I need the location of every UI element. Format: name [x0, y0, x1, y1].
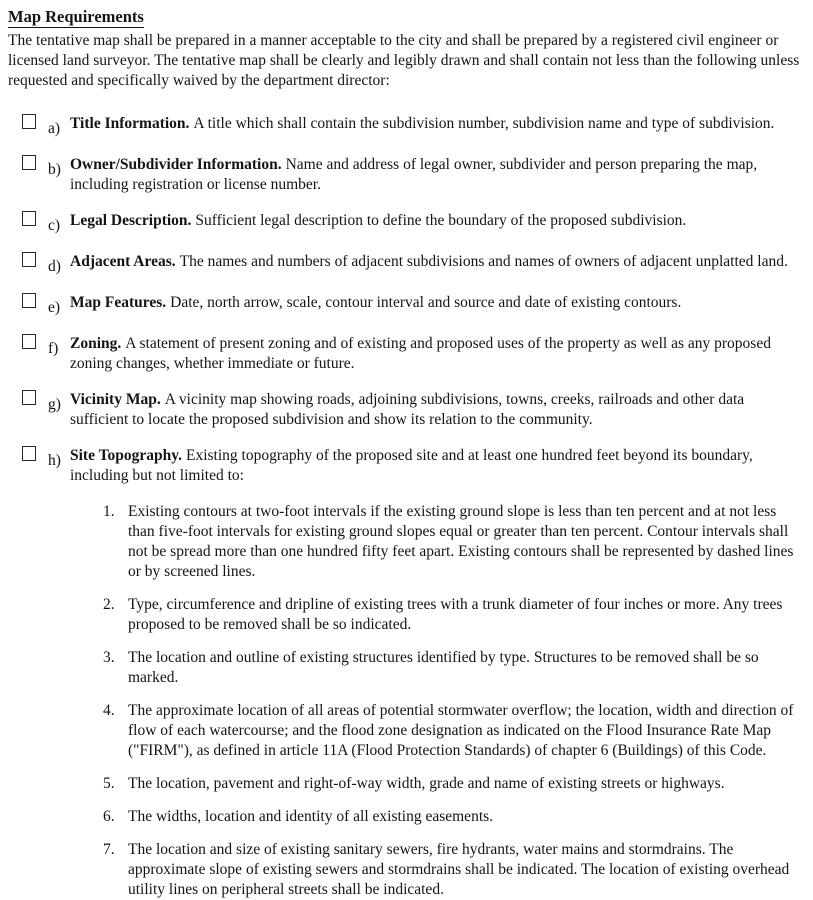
requirement-text	[70, 390, 792, 430]
sublist-item-number: 5.	[103, 775, 115, 792]
requirement-description: Existing topography of the proposed site and at least one hundred feet beyond its boundary, including but not limited to:	[70, 447, 753, 484]
sublist-item-number: 7.	[103, 841, 115, 858]
requirement-text	[70, 446, 792, 486]
requirement-text	[70, 211, 792, 231]
requirement-title: Owner/Subdivider Information.	[70, 156, 282, 173]
requirement-item	[22, 114, 803, 139]
requirement-item	[22, 155, 803, 195]
sublist-item-text: The approximate location of all areas of potential stormwater overflow; the location, width and direction of flow of each watercourse; and the flood zone designation as indicated on the Flood Insurance Rate Map ("FIRM"), as defined in article 11A (Flood Protection Standards) of chapter 6 (Buildings) of this Code.	[128, 702, 794, 759]
sublist-item	[103, 502, 803, 582]
requirement-text	[70, 334, 792, 374]
sublist-item-text: The widths, location and identity of all existing easements.	[128, 808, 494, 825]
sublist-item	[103, 701, 803, 761]
sublist-item	[103, 807, 803, 827]
sublist-item-number: 4.	[103, 702, 115, 719]
sublist-item	[103, 648, 803, 688]
sublist-item	[103, 595, 803, 635]
sublist-item-text: Existing contours at two-foot intervals if the existing ground slope is less than ten percent and at not less than five-foot intervals for existing ground slopes equal or greater than ten percent. Contour intervals shall not be spread more than one hundred fifty feet apart. Existing contours shall be represented by dashed lines or by screened lines.	[128, 503, 794, 580]
requirement-item	[22, 211, 803, 236]
sublist-item	[103, 840, 803, 900]
sublist-item	[103, 774, 803, 794]
requirement-description: Date, north arrow, scale, contour interval and source and date of existing contours.	[170, 294, 682, 311]
requirement-description: A title which shall contain the subdivision number, subdivision name and type of subdivision.	[193, 115, 775, 132]
sublist-item-text: Type, circumference and dripline of existing trees with a trunk diameter of four inches or more. Any trees proposed to be removed shall be so indicated.	[128, 596, 783, 633]
requirement-title: Site Topography.	[70, 447, 182, 464]
requirement-text	[70, 293, 792, 313]
requirement-item	[22, 446, 803, 486]
requirement-description: A statement of present zoning and of existing and proposed uses of the property as well as any proposed zoning changes, whether immediate or future.	[70, 335, 771, 372]
requirement-text	[70, 155, 792, 195]
requirement-description: A vicinity map showing roads, adjoining subdivisions, towns, creeks, railroads and other data sufficient to locate the proposed subdivision and show its relation to the community.	[70, 391, 745, 428]
requirement-text	[70, 114, 792, 134]
requirement-description: Name and address of legal owner, subdivider and person preparing the map, including registration or license number.	[70, 156, 758, 193]
requirement-item	[22, 293, 803, 318]
requirement-letter: f)	[48, 340, 59, 357]
requirement-item	[22, 334, 803, 374]
requirement-checkbox[interactable]	[22, 293, 36, 308]
sublist-item-number: 3.	[103, 649, 115, 666]
requirement-description: Sufficient legal description to define the boundary of the proposed subdivision.	[195, 212, 687, 229]
requirement-title: Vicinity Map.	[70, 391, 161, 408]
requirement-letter: a)	[48, 120, 61, 137]
requirement-item	[22, 390, 803, 430]
sublist-item-text: The location and size of existing sanitary sewers, fire hydrants, water mains and stormdrains. The approximate slope of existing sewers and stormdrains shall be indicated. The location of existing overhead utility lines on peripheral streets shall be indicated.	[128, 841, 790, 898]
requirement-checkbox[interactable]	[22, 155, 36, 170]
sublist-item-number: 1.	[103, 503, 115, 520]
sublist-item-text: The location and outline of existing structures identified by type. Structures to be removed shall be so marked.	[128, 649, 759, 686]
requirement-checkbox[interactable]	[22, 446, 36, 461]
requirement-checkbox[interactable]	[22, 390, 36, 405]
requirement-title: Legal Description.	[70, 212, 192, 229]
requirement-checkbox[interactable]	[22, 114, 36, 129]
requirement-letter: d)	[48, 258, 61, 275]
requirement-letter: e)	[48, 299, 61, 316]
requirement-letter: b)	[48, 161, 61, 178]
page-title: Map Requirements	[8, 7, 144, 26]
topography-sublist	[103, 502, 803, 900]
requirements-list	[22, 114, 803, 486]
requirement-checkbox[interactable]	[22, 334, 36, 349]
sublist-item-text: The location, pavement and right-of-way width, grade and name of existing streets or highways.	[128, 775, 725, 792]
requirement-title: Map Features.	[70, 294, 167, 311]
requirement-letter: c)	[48, 217, 61, 234]
sublist-item-number: 6.	[103, 808, 115, 825]
requirement-text	[70, 252, 792, 272]
requirement-title: Title Information.	[70, 115, 190, 132]
requirement-letter: g)	[48, 396, 61, 413]
requirement-letter: h)	[48, 452, 61, 469]
sublist-item-number: 2.	[103, 596, 115, 613]
requirement-item	[22, 252, 803, 277]
requirement-title: Zoning.	[70, 335, 122, 352]
requirement-checkbox[interactable]	[22, 211, 36, 226]
intro-paragraph: The tentative map shall be prepared in a manner acceptable to the city and shall be prepared by a registered civil engineer or licensed land surveyor. The tentative map shall be clearly and legibly drawn and shall contain not less than the following unless requested and specifically waived by the department director:	[8, 32, 800, 89]
requirement-title: Adjacent Areas.	[70, 253, 176, 270]
requirement-description: The names and numbers of adjacent subdivisions and names of owners of adjacent unplatted land.	[179, 253, 788, 270]
requirement-checkbox[interactable]	[22, 252, 36, 267]
